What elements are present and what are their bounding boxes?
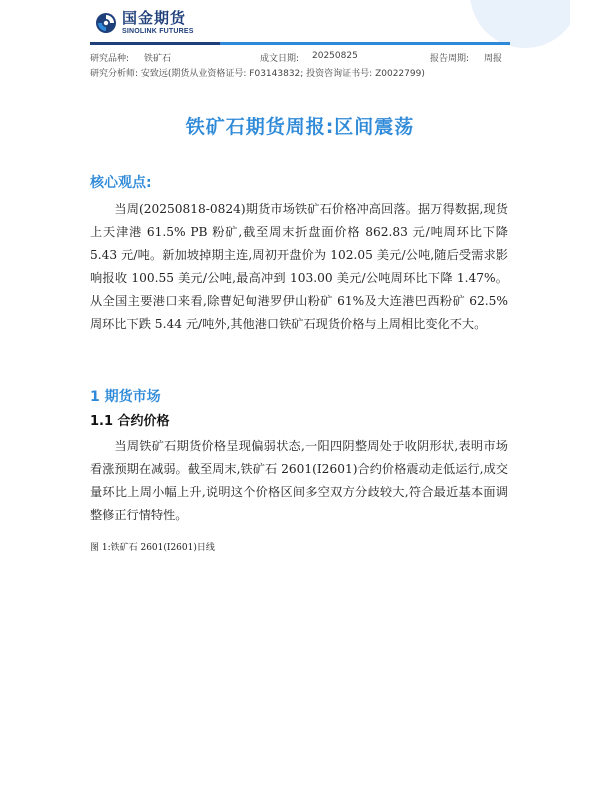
report-meta-row — [90, 51, 510, 64]
core-view-heading: 核心观点: — [90, 175, 152, 191]
report-title: 铁矿石期货周报:区间震荡 — [185, 116, 415, 138]
section-heading-futures-market: 1 期货市场 — [90, 389, 161, 405]
header-decoration — [450, 0, 570, 48]
logo-english-name: SINOLINK FUTURES — [122, 28, 194, 35]
variety-label: 研究品种: — [90, 54, 130, 64]
logo-chinese-name: 国金期货 — [122, 9, 187, 27]
period-value: 周报 — [484, 54, 503, 64]
analyst-info: 研究分析师: 安致远(期货从业资格证号: F03143832; 投资咨询证书号: Z0022799) — [90, 69, 425, 79]
period-label: 报告周期: — [430, 54, 470, 64]
core-view-paragraph: 当周(20250818-0824)期货市场铁矿石价格冲高回落。据万得数据,现货上天津港 61.5% PB 粉矿,截至周末折盘面价格 862.83 元/吨周环比下降 5.43 元/吨。新加坡掉期主连,周初开盘价为 102.05 美元/公吨,随后受需求影响报收 100.55 美元/公吨,最高冲到 103.00 美元/公吨周环比下降 1.47%。从全国主要港口来看,除曹妃甸港罗伊山粉矿 61%及大连港巴西粉矿 62.5%周环比下跌 5.44 元/吨外,其他港口铁矿石现货价格与上周相比变化不大。 — [90, 202, 508, 331]
variety-value: 铁矿石 — [144, 54, 172, 64]
header-divider — [90, 42, 510, 45]
subsection-heading-contract-price: 1.1 合约价格 — [90, 414, 170, 429]
analyst-row — [90, 66, 510, 79]
date-value: 20250825 — [312, 51, 358, 61]
company-logo — [95, 8, 194, 38]
figure-caption: 图 1:铁矿石 2601(I2601)日线 — [90, 543, 215, 553]
contract-price-paragraph: 当周铁矿石期货价格呈现偏弱状态,一阳四阴整周处于收阴形状,表明市场看涨预期在减弱。截至周末,铁矿石 2601(I2601)合约价格震动走低运行,成交量环比上周小幅上升,说明这个价格区间多空双方分歧较大,符合最近基本面调整修正行情特性。 — [90, 439, 508, 522]
date-label: 成文日期: — [260, 54, 300, 64]
sinolink-logo-icon — [95, 12, 117, 34]
